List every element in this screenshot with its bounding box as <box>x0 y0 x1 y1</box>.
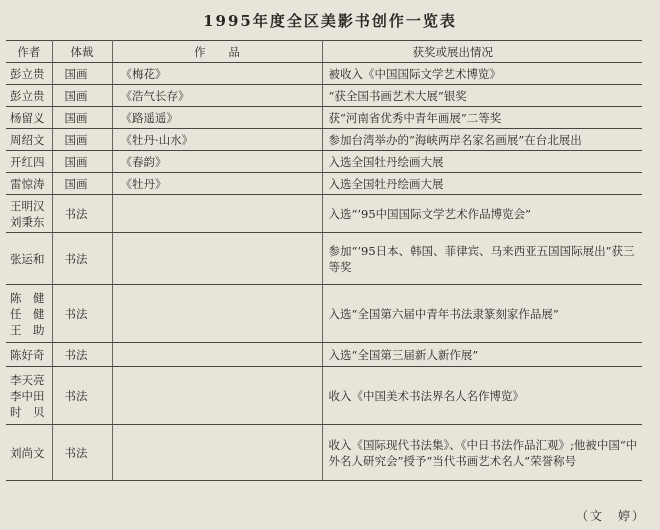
cell-genre: 书法 <box>52 367 112 425</box>
cell-award: 入选“全国第六届中青年书法隶篆刻家作品展” <box>322 285 642 343</box>
author-credit: （文 婷） <box>575 509 646 523</box>
table-row <box>6 285 642 343</box>
header-work: 作 品 <box>112 41 322 63</box>
author-name: 任 健 <box>10 306 45 321</box>
table-row <box>6 367 642 425</box>
works-table <box>6 40 642 481</box>
cell-genre: 书法 <box>52 343 112 367</box>
table-row <box>6 195 642 233</box>
cell-award: 入选“’95中国国际文学艺术作品博览会” <box>322 195 642 233</box>
table-row <box>6 85 642 107</box>
cell-work: 《牡丹》 <box>112 173 322 195</box>
cell-award: “获全国书画艺术大展”银奖 <box>322 85 642 107</box>
author-name: 雷惊涛 <box>10 176 45 191</box>
author-name: 李天亮 <box>10 372 45 387</box>
cell-author <box>6 151 52 173</box>
cell-author <box>6 343 52 367</box>
cell-work <box>112 343 322 367</box>
cell-author <box>6 129 52 151</box>
author-name: 刘尚文 <box>10 445 45 460</box>
cell-award: 被收入《中国国际文学艺术博览》 <box>322 63 642 85</box>
author-name: 刘秉东 <box>10 214 45 229</box>
author-name: 陈好奇 <box>10 347 45 362</box>
cell-genre: 书法 <box>52 195 112 233</box>
cell-work: 《春韵》 <box>112 151 322 173</box>
cell-work <box>112 195 322 233</box>
author-name: 王 助 <box>10 322 45 337</box>
author-name: 开红四 <box>10 154 45 169</box>
cell-genre: 书法 <box>52 285 112 343</box>
header-author: 作者 <box>6 41 52 63</box>
table-body <box>6 63 642 481</box>
table-row <box>6 151 642 173</box>
table-row <box>6 173 642 195</box>
cell-genre: 书法 <box>52 233 112 285</box>
cell-author <box>6 233 52 285</box>
author-name: 周绍文 <box>10 132 45 147</box>
cell-genre: 国画 <box>52 85 112 107</box>
cell-award: 入选“全国第三届新人新作展” <box>322 343 642 367</box>
table-header-row <box>6 41 642 63</box>
cell-award: 收入《国际现代书法集》、《中日书法作品汇观》;他被中国“中外名人研究会”授予“当代书画艺术名人”荣誉称号 <box>322 425 642 481</box>
cell-genre: 国画 <box>52 129 112 151</box>
cell-author <box>6 63 52 85</box>
author-name: 张运和 <box>10 251 45 266</box>
table-row <box>6 129 642 151</box>
table-row <box>6 63 642 85</box>
cell-award: 获“河南省优秀中青年画展”二等奖 <box>322 107 642 129</box>
author-name: 时 贝 <box>10 404 45 419</box>
table-row <box>6 233 642 285</box>
author-name: 彭立贵 <box>10 66 45 81</box>
author-name: 杨留义 <box>10 110 45 125</box>
cell-author <box>6 285 52 343</box>
cell-author <box>6 195 52 233</box>
cell-work <box>112 233 322 285</box>
cell-author <box>6 85 52 107</box>
cell-genre: 国画 <box>52 151 112 173</box>
author-name: 李中田 <box>10 388 45 403</box>
cell-author <box>6 107 52 129</box>
cell-work <box>112 425 322 481</box>
table-row <box>6 425 642 481</box>
author-name: 陈 健 <box>10 290 45 305</box>
cell-work: 《牡丹·山水》 <box>112 129 322 151</box>
cell-award: 入选全国牡丹绘画大展 <box>322 173 642 195</box>
cell-work: 《梅花》 <box>112 63 322 85</box>
cell-author <box>6 173 52 195</box>
cell-work <box>112 285 322 343</box>
cell-award: 收入《中国美术书法界名人名作博览》 <box>322 367 642 425</box>
cell-genre: 国画 <box>52 107 112 129</box>
cell-work <box>112 367 322 425</box>
table-row <box>6 107 642 129</box>
cell-award: 参加“’95日本、韩国、菲律宾、马来西亚五国国际展出”获三等奖 <box>322 233 642 285</box>
cell-genre: 国画 <box>52 63 112 85</box>
table-row <box>6 343 642 367</box>
cell-author <box>6 425 52 481</box>
header-genre: 体裁 <box>52 41 112 63</box>
cell-genre: 国画 <box>52 173 112 195</box>
header-award: 获奖或展出情况 <box>322 41 642 63</box>
cell-work: 《路遥遥》 <box>112 107 322 129</box>
page-title: 1995年度全区美影书创作一览表 <box>203 12 457 30</box>
author-name: 王明汉 <box>10 198 45 213</box>
cell-genre: 书法 <box>52 425 112 481</box>
cell-author <box>6 367 52 425</box>
cell-award: 参加台湾举办的“海峡两岸名家名画展”在台北展出 <box>322 129 642 151</box>
cell-award: 入选全国牡丹绘画大展 <box>322 151 642 173</box>
author-name: 彭立贵 <box>10 88 45 103</box>
cell-work: 《浩气长存》 <box>112 85 322 107</box>
